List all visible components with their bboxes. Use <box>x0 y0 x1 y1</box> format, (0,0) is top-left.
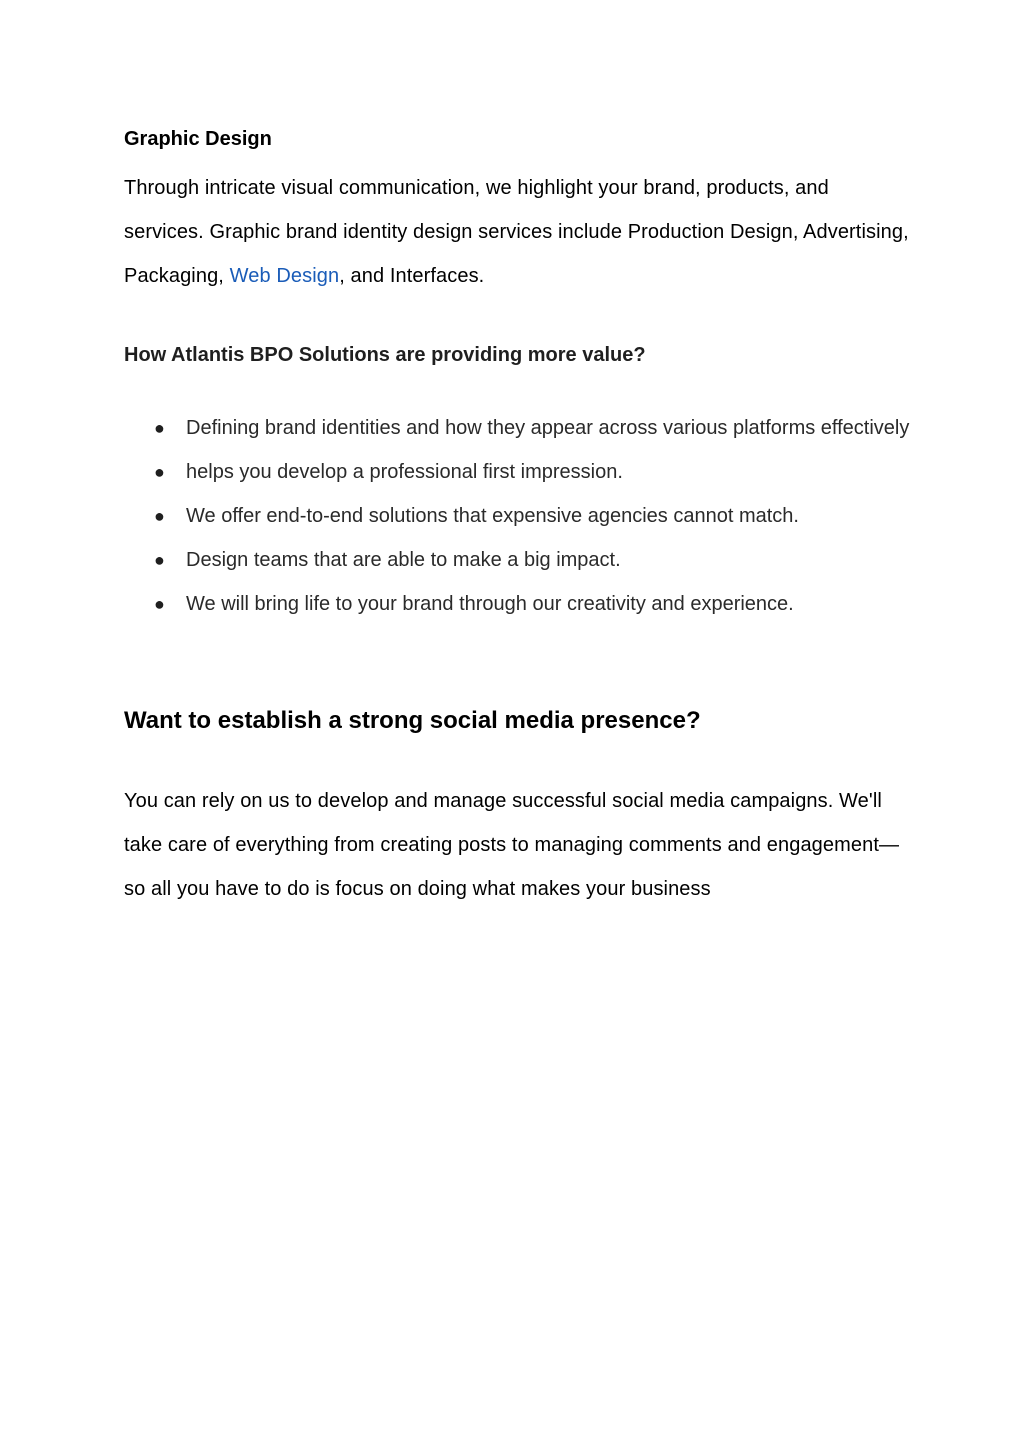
document-content <box>124 122 914 911</box>
list-item-text: We offer end-to-end solutions that expensive agencies cannot match. <box>186 505 799 527</box>
value-heading: How Atlantis BPO Solutions are providing more value? <box>124 344 646 366</box>
list-item <box>124 494 914 538</box>
web-design-link[interactable]: Web Design <box>229 265 340 287</box>
bullet-icon: ● <box>154 550 165 570</box>
list-item-text: We will bring life to your brand through our creativity and experience. <box>186 593 794 615</box>
list-item <box>124 406 914 450</box>
graphic-design-text-part2: , and Interfaces. <box>339 265 485 287</box>
graphic-design-title: Graphic Design <box>124 128 272 150</box>
social-media-paragraph: You can rely on us to develop and manage successful social media campaigns. We'll take care of everything from creating posts to managing comments and engagement—so all you have to do is focus on doing what makes your business <box>124 790 900 900</box>
bullet-icon: ● <box>154 594 165 614</box>
list-item <box>124 450 914 494</box>
list-item-text: Design teams that are able to make a big impact. <box>186 549 621 571</box>
bullet-icon: ● <box>154 418 165 438</box>
list-item <box>124 582 914 626</box>
list-item-text: helps you develop a professional first impression. <box>186 461 623 483</box>
bullet-icon: ● <box>154 462 165 482</box>
list-item-text: Defining brand identities and how they appear across various platforms effectively <box>186 417 910 439</box>
value-bullet-list <box>124 406 914 626</box>
list-item <box>124 538 914 582</box>
bullet-icon: ● <box>154 506 165 526</box>
graphic-design-text-part1: Through intricate visual communication, we highlight your brand, products, and services. Graphic brand identity design services include Production Design, Advertising, Packaging, <box>124 177 909 287</box>
graphic-design-paragraph <box>124 166 914 298</box>
social-media-heading: Want to establish a strong social media presence? <box>124 707 701 734</box>
